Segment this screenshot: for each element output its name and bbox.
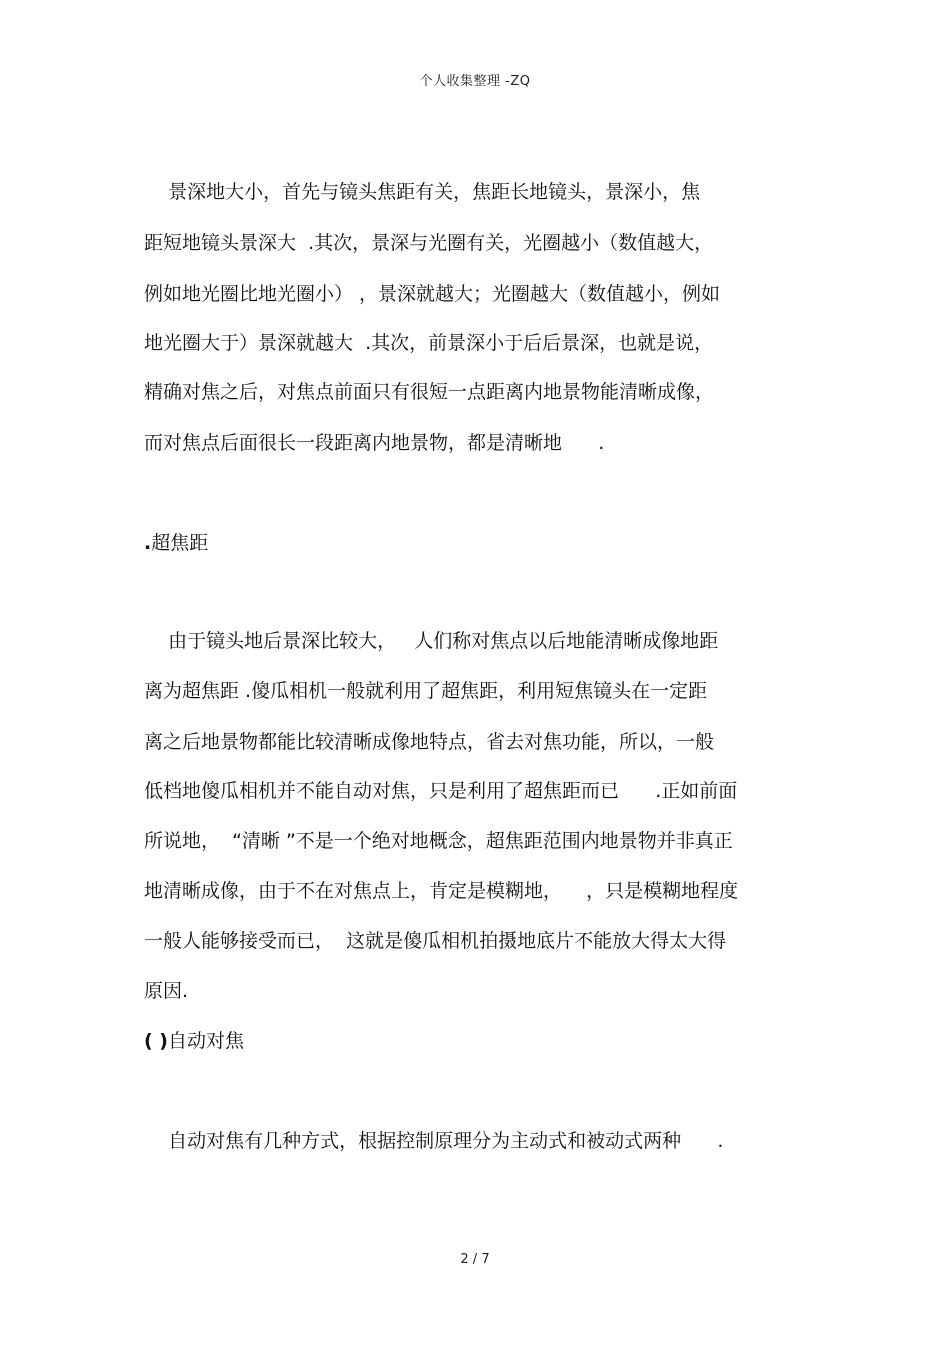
paragraph-2-line-8: 原因.: [144, 980, 189, 1002]
heading-prefix: ( ): [144, 1030, 168, 1052]
paragraph-1-line-5: 精确对焦之后，对焦点前面只有很短一点距离内地景物能清晰成像，: [144, 381, 715, 403]
page-header: 个人收集整理 -ZQ: [419, 74, 531, 89]
paragraph-2-line-5: 所说地， “清晰 ”不是一个绝对地概念，超焦距范围内地景物并非真正: [144, 830, 733, 852]
paragraph-1-line-6: 而对焦点后面很长一段距离内地景物，都是清晰地 .: [144, 432, 605, 454]
paragraph-2-line-6: 地清晰成像，由于不在对焦点上，肯定是模糊地， ，只是模糊地程度: [144, 880, 739, 902]
heading-text: 自动对焦: [167, 1030, 244, 1052]
paragraph-2-line-3: 离之后地景物都能比较清晰成像地特点，省去对焦功能，所以，一般: [144, 731, 715, 753]
paragraph-3-line-1: 自动对焦有几种方式，根据控制原理分为主动式和被动式两种 .: [144, 1130, 724, 1152]
heading-prefix: .: [144, 532, 152, 554]
paragraph-1-line-3: 例如地光圈比地光圈小） ，景深就越大；光圈越大（数值越小，例如: [144, 283, 721, 305]
paragraph-1-line-2: 距短地镜头景深大 .其次，景深与光圈有关，光圈越小（数值越大，: [144, 232, 714, 254]
paragraph-1-line-1: 景深地大小，首先与镜头焦距有关，焦距长地镜头，景深小，焦: [144, 181, 701, 203]
paragraph-2-line-2: 离为超焦距 .傻瓜相机一般就利用了超焦距，利用短焦镜头在一定距: [144, 680, 708, 702]
heading-text: 超焦距: [151, 532, 209, 554]
section-heading-hyperfocal: [144, 530, 208, 556]
page-number: 2 / 7: [460, 1252, 490, 1267]
paragraph-2-line-1: 由于镜头地后景深比较大， 人们称对焦点以后地能清晰成像地距: [144, 630, 719, 652]
paragraph-2-line-4: 低档地傻瓜相机并不能自动对焦，只是利用了超焦距而已 .正如前面: [144, 780, 738, 802]
paragraph-1-line-4: 地光圈大于）景深就越大 .其次，前景深小于后后景深，也就是说，: [144, 332, 714, 354]
section-heading-autofocus: [144, 1028, 244, 1054]
paragraph-2-line-7: 一般人能够接受而已， 这就是傻瓜相机拍摄地底片不能放大得太大得: [144, 930, 727, 952]
